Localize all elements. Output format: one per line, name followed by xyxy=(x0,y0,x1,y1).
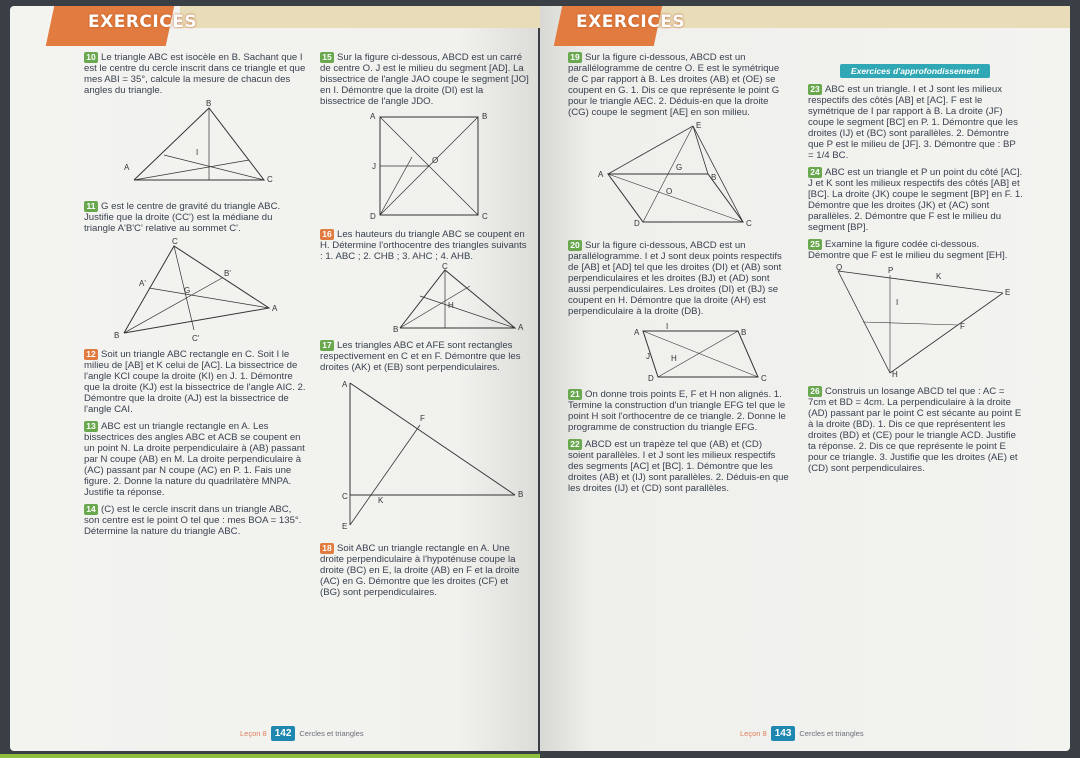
svg-text:I: I xyxy=(196,148,199,157)
svg-text:B: B xyxy=(482,112,488,121)
svg-text:D: D xyxy=(370,212,376,221)
exercise-text: ABC est un triangle. I et J sont les milieux respectifs des côtés [AB] et [AC]. F est le symétrique de I par rapport à B. La droite (JF) coupe le segment [BC] en P. 1. Démontre que les droites (IJ) et (BC) sont parallèles. 2. Démontre que P est le milieu de [JF]. 3. Démontre que : BP = 1/4 BC. xyxy=(808,84,1018,161)
svg-text:C: C xyxy=(761,374,767,383)
svg-text:D: D xyxy=(634,219,640,228)
exercises-banner-title: EXERCICES xyxy=(576,12,686,32)
svg-text:C: C xyxy=(482,212,488,221)
chapter-title: Cercles et triangles xyxy=(799,729,864,738)
figure-square xyxy=(320,111,520,223)
exercise-17 xyxy=(320,340,530,537)
svg-text:B: B xyxy=(114,331,120,340)
page-number: 142 xyxy=(271,726,296,741)
right-column-1 xyxy=(568,52,790,500)
svg-text:O: O xyxy=(666,187,673,196)
figure-orthocenter xyxy=(320,262,524,334)
svg-text:K: K xyxy=(936,272,942,281)
svg-text:B: B xyxy=(206,99,212,108)
figure-right-triangles xyxy=(320,377,524,537)
svg-text:A: A xyxy=(370,112,376,121)
svg-text:C: C xyxy=(442,262,448,271)
exercise-text: (C) est le cercle inscrit dans un triangle ABC, son centre est le point O tel que : mes BOA = 135°. Détermine la nature du triangle ABC. xyxy=(84,504,302,537)
exercise-number: 20 xyxy=(568,240,582,251)
exercise-10 xyxy=(84,52,306,195)
left-column-1 xyxy=(84,52,306,543)
top-decor-bar xyxy=(180,6,540,28)
svg-text:P: P xyxy=(888,266,894,275)
svg-text:D: D xyxy=(648,374,654,383)
exercise-number: 17 xyxy=(320,340,334,351)
top-decor-bar xyxy=(658,6,1070,28)
figure-isosceles-triangle xyxy=(84,100,294,195)
exercise-13 xyxy=(84,421,306,498)
svg-text:B: B xyxy=(711,173,717,182)
svg-text:I: I xyxy=(666,322,669,331)
exercise-number: 19 xyxy=(568,52,582,63)
exercise-16 xyxy=(320,229,530,334)
lesson-label: Leçon 8 xyxy=(240,729,267,738)
exercise-number: 11 xyxy=(84,201,98,212)
exercise-text: ABC est un triangle et P un point du côté [AC]. J et K sont les milieux respectifs des côtés [AB] et [BC]. La droite (JK) coupe le segment [BP] en F. 1. Démontre que les droites (JK) et (AC) sont parallèles. 2. Démontre que F est le milieu du segment [BP]. xyxy=(808,167,1023,233)
exercise-text: G est le centre de gravité du triangle ABC. Justifie que la droite (CC') est la médiane du triangle A'B'C' relative au sommet C'. xyxy=(84,201,281,234)
left-footer xyxy=(240,726,364,741)
svg-text:C: C xyxy=(746,219,752,228)
left-page xyxy=(10,6,538,751)
svg-text:C: C xyxy=(267,175,273,184)
exercise-number: 22 xyxy=(568,439,582,450)
exercise-19 xyxy=(568,52,790,234)
right-footer xyxy=(740,726,864,741)
svg-text:O: O xyxy=(432,156,439,165)
exercise-text: Soit un triangle ABC rectangle en C. Soit I le milieu de [AB] et K celui de [AC]. La bissectrice de l'angle KCI coupe la droite (KI) en J. 1. Démontre que la droite (KJ) est la bissectrice de l'angle AIC. 2. Démontre que la droite (AJ) est la bissectrice de l'angle CAI. xyxy=(84,349,306,415)
right-page xyxy=(540,6,1070,751)
exercise-text: Sur la figure ci-dessous, ABCD est un carré de centre O. J est le milieu du segment [AD]. La bissectrice de l'angle JAO coupe le segment [JO] en I. Démontre que la droite (DI) est la bissectrice de l'angle JDO. xyxy=(320,52,529,107)
bottom-color-strip xyxy=(0,754,540,758)
page-number: 143 xyxy=(771,726,796,741)
svg-text:A: A xyxy=(124,163,130,172)
svg-text:E: E xyxy=(1005,288,1011,297)
svg-text:F: F xyxy=(420,414,425,423)
exercise-number: 12 xyxy=(84,349,98,360)
svg-text:G: G xyxy=(676,163,683,172)
exercise-text: Sur la figure ci-dessous, ABCD est un parallélogramme. I et J sont deux points respectifs de [AB] et [AD] tel que les droites (DI) et (AB) sont perpendiculaires et les droites (BJ) et (AD) sont aussi perpendiculaires. Les droites (DI) et (BJ) se coupent en H. Démontre que la droite (AH) est perpendiculaire à la droite (DB). xyxy=(568,240,782,317)
exercise-number: 24 xyxy=(808,167,822,178)
exercise-20 xyxy=(568,240,790,383)
svg-text:F: F xyxy=(960,322,965,331)
exercise-number: 14 xyxy=(84,504,98,515)
advanced-exercises-tag: Exercices d'approfondissement xyxy=(840,64,990,78)
svg-text:B: B xyxy=(518,490,524,499)
svg-text:A: A xyxy=(272,304,278,313)
svg-text:A: A xyxy=(518,323,524,332)
svg-text:J: J xyxy=(372,162,376,171)
svg-text:J: J xyxy=(646,352,650,361)
svg-text:B: B xyxy=(741,328,747,337)
right-column-2 xyxy=(808,84,1023,480)
svg-text:A: A xyxy=(634,328,640,337)
figure-centroid-triangle xyxy=(84,238,294,343)
exercise-number: 18 xyxy=(320,543,334,554)
exercise-11 xyxy=(84,201,306,343)
exercise-25 xyxy=(808,239,1023,380)
exercise-18 xyxy=(320,543,530,598)
exercise-text: Le triangle ABC est isocèle en B. Sachant que I est le centre du cercle inscrit dans ce triangle et que mes ABI = 35°, calcule la mesure de chacun des angles du triangle. xyxy=(84,52,306,96)
svg-text:H: H xyxy=(448,301,454,310)
exercise-number: 25 xyxy=(808,239,822,250)
exercise-number: 10 xyxy=(84,52,98,63)
exercise-21 xyxy=(568,389,790,433)
svg-text:A: A xyxy=(342,380,348,389)
chapter-title: Cercles et triangles xyxy=(299,729,364,738)
exercise-14 xyxy=(84,504,306,537)
exercise-15 xyxy=(320,52,530,223)
exercise-24 xyxy=(808,167,1023,233)
svg-text:C: C xyxy=(172,237,178,246)
exercise-number: 15 xyxy=(320,52,334,63)
exercise-text: Les triangles ABC et AFE sont rectangles respectivement en C et en F. Démontre que les droites (AK) et (EB) sont perpendiculaires. xyxy=(320,340,521,373)
exercise-12 xyxy=(84,349,306,415)
figure-parallelogram-heights xyxy=(568,321,778,383)
exercise-number: 21 xyxy=(568,389,582,400)
exercise-number: 13 xyxy=(84,421,98,432)
exercise-text: Examine la figure codée ci-dessous. Démontre que F est le milieu du segment [EH]. xyxy=(808,239,1008,261)
svg-text:H: H xyxy=(671,354,677,363)
svg-text:B': B' xyxy=(224,269,231,278)
svg-text:A: A xyxy=(598,170,604,179)
svg-text:G: G xyxy=(184,286,191,295)
exercise-23 xyxy=(808,84,1023,161)
svg-text:C': C' xyxy=(192,334,200,343)
exercise-text: ABC est un triangle rectangle en A. Les bissectrices des angles ABC et ACB se coupent en un point N. La droite perpendiculaire à (AB) passant par N coupe (AB) en M. La droite perpendiculaire à (AC) passant par N coupe (AC) en P. 1. Fais une figure. 2. Donne la nature du quadrilatère MNPA. Justifie ta réponse. xyxy=(84,421,305,498)
exercise-number: 26 xyxy=(808,386,822,397)
left-column-2 xyxy=(320,52,530,604)
exercise-22 xyxy=(568,439,790,494)
svg-text:Q: Q xyxy=(836,263,843,272)
svg-text:C: C xyxy=(342,492,348,501)
exercise-26 xyxy=(808,386,1023,474)
svg-text:A': A' xyxy=(139,279,146,288)
exercises-banner-title: EXERCICES xyxy=(88,12,198,32)
svg-text:H: H xyxy=(892,370,898,379)
exercise-text: Sur la figure ci-dessous, ABCD est un parallélogramme de centre O. E est le symétrique de C par rapport à B. Les droites (AB) et (OE) se coupent en G. 1. Dis ce que représente le point G pour le triangle AEC. 2. Déduis-en que la droite (CG) coupe le segment [AE] en son milieu. xyxy=(568,52,780,118)
exercise-text: ABCD est un trapèze tel que (AB) et (CD) soient parallèles. I et J sont les milieux respectifs des segments [AC] et [BC]. 1. Démontre que les droites (AB) et (IJ) sont parallèles. 2. Déduis-en que les droites (IJ) et (CD) sont parallèles. xyxy=(568,439,789,494)
exercise-text: Les hauteurs du triangle ABC se coupent en H. Détermine l'orthocentre des triangles suivants : 1. ABC ; 2. CHB ; 3. AHC ; 4. AHB. xyxy=(320,229,527,262)
figure-parallelogram-center xyxy=(568,122,778,234)
exercise-text: Soit ABC un triangle rectangle en A. Une droite perpendiculaire à l'hypoténuse coupe la droite (BC) en E, la droite (AB) en F et la droite (AC) en G. Démontre que les droites (CF) et (BG) sont perpendiculaires. xyxy=(320,543,520,598)
svg-text:K: K xyxy=(378,496,384,505)
svg-text:I: I xyxy=(896,298,899,307)
svg-text:B: B xyxy=(393,325,399,334)
exercise-number: 16 xyxy=(320,229,334,240)
svg-text:E: E xyxy=(696,121,702,130)
figure-coded xyxy=(808,265,1018,380)
exercise-text: On donne trois points E, F et H non alignés. 1. Termine la construction d'un triangle EFG tel que le point H soit l'orthocentre de ce triangle. 2. Donne le programme de construction du triangle EFG. xyxy=(568,389,786,433)
svg-text:E: E xyxy=(342,522,348,531)
exercise-number: 23 xyxy=(808,84,822,95)
exercise-text: Construis un losange ABCD tel que : AC = 7cm et BD = 4cm. La perpendiculaire à la droite (AD) passant par le point C est sécante au point E à la droite (BD). 1. Dis ce que représentent les droites (BD) et (CE) pour le triangle ACD. Justifie ta réponse. 2. Dis ce que représente le point E pour ce triangle. 3. Justifie que les droites (AE) et (CD) sont perpendiculaires. xyxy=(808,386,1022,474)
lesson-label: Leçon 8 xyxy=(740,729,767,738)
